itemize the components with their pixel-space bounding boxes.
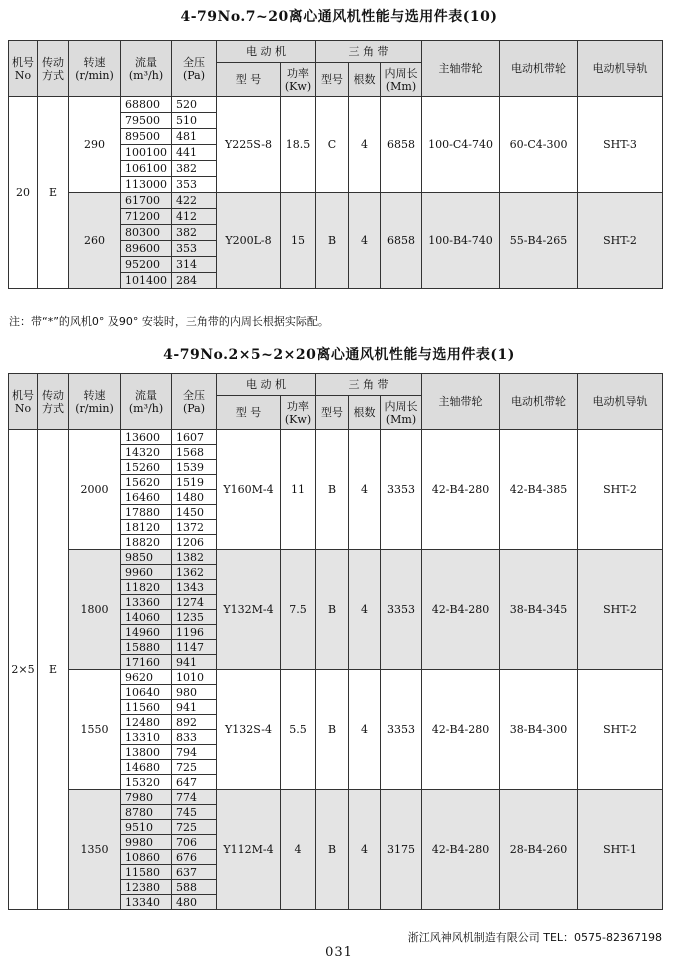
motor-rail-cell: SHT-2 bbox=[578, 193, 663, 289]
table-row bbox=[9, 430, 663, 445]
motor-rail-cell: SHT-2 bbox=[578, 550, 663, 670]
header-power-line2: (Kw) bbox=[284, 79, 312, 93]
main-pulley-cell: 42-B4-280 bbox=[422, 430, 500, 550]
belt-length-cell: 6858 bbox=[381, 97, 422, 193]
header-flow-line1: 流量 bbox=[135, 388, 157, 402]
flow-cell: 113000 bbox=[121, 177, 172, 193]
pressure-cell: 637 bbox=[172, 865, 217, 880]
flow-cell: 9620 bbox=[121, 670, 172, 685]
pressure-cell: 725 bbox=[172, 820, 217, 835]
pressure-cell: 382 bbox=[172, 161, 217, 177]
belt-model-cell: B bbox=[316, 670, 349, 790]
motor-pulley-cell: 42-B4-385 bbox=[500, 430, 578, 550]
belt-length-cell: 3353 bbox=[381, 430, 422, 550]
company-footer: 浙江风神风机制造有限公司 TEL：0575-82367198 bbox=[407, 931, 662, 944]
pressure-cell: 382 bbox=[172, 225, 217, 241]
belt-length-cell: 3353 bbox=[381, 670, 422, 790]
header-pressure-line1: 全压 bbox=[183, 388, 205, 402]
motor-rail-cell: SHT-2 bbox=[578, 670, 663, 790]
motor-model-cell: Y200L-8 bbox=[217, 193, 281, 289]
header-flow-line1: 流量 bbox=[135, 55, 157, 69]
pressure-cell: 892 bbox=[172, 715, 217, 730]
pressure-cell: 774 bbox=[172, 790, 217, 805]
main-pulley-cell: 42-B4-280 bbox=[422, 670, 500, 790]
motor-model-cell: Y132S-4 bbox=[217, 670, 281, 790]
header-flow bbox=[121, 374, 172, 430]
header-machine-no-line2: No bbox=[14, 401, 32, 415]
power-cell: 15 bbox=[281, 193, 316, 289]
flow-cell: 89600 bbox=[121, 241, 172, 257]
table-row bbox=[9, 670, 663, 685]
belt-length-cell: 3175 bbox=[381, 790, 422, 910]
power-cell: 11 bbox=[281, 430, 316, 550]
pressure-cell: 1343 bbox=[172, 580, 217, 595]
pressure-cell: 1235 bbox=[172, 610, 217, 625]
flow-cell: 95200 bbox=[121, 257, 172, 273]
header-pressure bbox=[172, 41, 217, 97]
header-motor-pulley: 电动机带轮 bbox=[500, 41, 578, 97]
pressure-cell: 941 bbox=[172, 700, 217, 715]
header-pressure bbox=[172, 374, 217, 430]
drive-cell: E bbox=[38, 97, 69, 289]
flow-cell: 17880 bbox=[121, 505, 172, 520]
header-power-line1: 功率 bbox=[287, 399, 309, 413]
belt-count-cell: 4 bbox=[349, 97, 381, 193]
pressure-cell: 314 bbox=[172, 257, 217, 273]
speed-cell: 2000 bbox=[69, 430, 121, 550]
pressure-cell: 441 bbox=[172, 145, 217, 161]
flow-cell: 106100 bbox=[121, 161, 172, 177]
motor-model-cell: Y132M-4 bbox=[217, 550, 281, 670]
pressure-cell: 706 bbox=[172, 835, 217, 850]
header-power bbox=[281, 63, 316, 97]
header-belt-count: 根数 bbox=[349, 63, 381, 97]
belt-count-cell: 4 bbox=[349, 430, 381, 550]
motor-rail-cell: SHT-1 bbox=[578, 790, 663, 910]
flow-cell: 7980 bbox=[121, 790, 172, 805]
pressure-cell: 284 bbox=[172, 273, 217, 289]
header-drive bbox=[38, 374, 69, 430]
flow-cell: 18820 bbox=[121, 535, 172, 550]
machine-no-cell: 2×5 bbox=[9, 430, 38, 910]
header-main-pulley: 主轴带轮 bbox=[422, 41, 500, 97]
motor-pulley-cell: 38-B4-300 bbox=[500, 670, 578, 790]
belt-model-cell: B bbox=[316, 790, 349, 910]
pressure-cell: 481 bbox=[172, 129, 217, 145]
pressure-cell: 1196 bbox=[172, 625, 217, 640]
pressure-cell: 725 bbox=[172, 760, 217, 775]
performance-table-1 bbox=[8, 40, 663, 289]
flow-cell: 17160 bbox=[121, 655, 172, 670]
header-belt-length-line1: 内周长 bbox=[384, 66, 418, 80]
header-power-line2: (Kw) bbox=[284, 412, 312, 426]
pressure-cell: 422 bbox=[172, 193, 217, 209]
header-pressure-line1: 全压 bbox=[183, 55, 205, 69]
pressure-cell: 1010 bbox=[172, 670, 217, 685]
pressure-cell: 588 bbox=[172, 880, 217, 895]
power-cell: 4 bbox=[281, 790, 316, 910]
flow-cell: 18120 bbox=[121, 520, 172, 535]
flow-cell: 13600 bbox=[121, 430, 172, 445]
header-motor-pulley: 电动机带轮 bbox=[500, 374, 578, 430]
header-speed bbox=[69, 41, 121, 97]
flow-cell: 13340 bbox=[121, 895, 172, 910]
flow-cell: 9510 bbox=[121, 820, 172, 835]
power-cell: 7.5 bbox=[281, 550, 316, 670]
main-pulley-cell: 100-B4-740 bbox=[422, 193, 500, 289]
header-drive-line1: 传动 bbox=[42, 55, 64, 69]
header-drive-line2: 方式 bbox=[42, 401, 64, 415]
speed-cell: 290 bbox=[69, 97, 121, 193]
speed-cell: 1550 bbox=[69, 670, 121, 790]
belt-length-cell: 3353 bbox=[381, 550, 422, 670]
pressure-cell: 520 bbox=[172, 97, 217, 113]
header-motor-model: 型 号 bbox=[217, 63, 281, 97]
table-row bbox=[9, 97, 663, 113]
belt-model-cell: B bbox=[316, 430, 349, 550]
motor-model-cell: Y112M-4 bbox=[217, 790, 281, 910]
header-flow-line2: (m³/h) bbox=[128, 68, 164, 82]
header-power-line1: 功率 bbox=[287, 66, 309, 80]
header-speed-line2: (r/min) bbox=[75, 401, 114, 415]
header-machine-no-line1: 机号 bbox=[12, 388, 34, 402]
flow-cell: 68800 bbox=[121, 97, 172, 113]
header-speed-line1: 转速 bbox=[83, 55, 106, 69]
header-main-pulley: 主轴带轮 bbox=[422, 374, 500, 430]
pressure-cell: 676 bbox=[172, 850, 217, 865]
power-cell: 18.5 bbox=[281, 97, 316, 193]
flow-cell: 14960 bbox=[121, 625, 172, 640]
flow-cell: 15620 bbox=[121, 475, 172, 490]
flow-cell: 11580 bbox=[121, 865, 172, 880]
header-flow bbox=[121, 41, 172, 97]
pressure-cell: 353 bbox=[172, 177, 217, 193]
flow-cell: 13310 bbox=[121, 730, 172, 745]
pressure-cell: 1450 bbox=[172, 505, 217, 520]
header-drive-line1: 传动 bbox=[42, 388, 64, 402]
header-motor-group: 电 动 机 bbox=[217, 374, 316, 396]
table-row bbox=[9, 193, 663, 209]
header-belt-length bbox=[381, 396, 422, 430]
belt-length-cell: 6858 bbox=[381, 193, 422, 289]
pressure-cell: 1274 bbox=[172, 595, 217, 610]
motor-rail-cell: SHT-2 bbox=[578, 430, 663, 550]
drive-cell: E bbox=[38, 430, 69, 910]
speed-cell: 260 bbox=[69, 193, 121, 289]
motor-pulley-cell: 38-B4-345 bbox=[500, 550, 578, 670]
header-speed-line2: (r/min) bbox=[75, 68, 114, 82]
pressure-cell: 1372 bbox=[172, 520, 217, 535]
header-belt-model: 型号 bbox=[316, 396, 349, 430]
pressure-cell: 1382 bbox=[172, 550, 217, 565]
flow-cell: 12480 bbox=[121, 715, 172, 730]
pressure-cell: 510 bbox=[172, 113, 217, 129]
motor-pulley-cell: 55-B4-265 bbox=[500, 193, 578, 289]
flow-cell: 11820 bbox=[121, 580, 172, 595]
pressure-cell: 1480 bbox=[172, 490, 217, 505]
header-belt-group: 三 角 带 bbox=[316, 41, 422, 63]
motor-model-cell: Y160M-4 bbox=[217, 430, 281, 550]
pressure-cell: 745 bbox=[172, 805, 217, 820]
main-pulley-cell: 42-B4-280 bbox=[422, 790, 500, 910]
header-belt-group: 三 角 带 bbox=[316, 374, 422, 396]
flow-cell: 14320 bbox=[121, 445, 172, 460]
header-flow-line2: (m³/h) bbox=[128, 401, 164, 415]
flow-cell: 9850 bbox=[121, 550, 172, 565]
pressure-cell: 941 bbox=[172, 655, 217, 670]
flow-cell: 10640 bbox=[121, 685, 172, 700]
header-motor-group: 电 动 机 bbox=[217, 41, 316, 63]
pressure-cell: 1362 bbox=[172, 565, 217, 580]
header-motor-model: 型 号 bbox=[217, 396, 281, 430]
flow-cell: 9960 bbox=[121, 565, 172, 580]
flow-cell: 101400 bbox=[121, 273, 172, 289]
header-power bbox=[281, 396, 316, 430]
belt-model-cell: B bbox=[316, 550, 349, 670]
header-belt-length-line2: (Mm) bbox=[385, 412, 417, 426]
pressure-cell: 480 bbox=[172, 895, 217, 910]
power-cell: 5.5 bbox=[281, 670, 316, 790]
flow-cell: 71200 bbox=[121, 209, 172, 225]
belt-count-cell: 4 bbox=[349, 550, 381, 670]
motor-pulley-cell: 28-B4-260 bbox=[500, 790, 578, 910]
motor-rail-cell: SHT-3 bbox=[578, 97, 663, 193]
pressure-cell: 794 bbox=[172, 745, 217, 760]
header-machine-no bbox=[9, 374, 38, 430]
belt-count-cell: 4 bbox=[349, 670, 381, 790]
header-drive-line2: 方式 bbox=[42, 68, 64, 82]
flow-cell: 11560 bbox=[121, 700, 172, 715]
flow-cell: 15320 bbox=[121, 775, 172, 790]
header-belt-count: 根数 bbox=[349, 396, 381, 430]
header-motor-rail: 电动机导轨 bbox=[578, 41, 663, 97]
pressure-cell: 647 bbox=[172, 775, 217, 790]
speed-cell: 1800 bbox=[69, 550, 121, 670]
flow-cell: 100100 bbox=[121, 145, 172, 161]
header-machine-no-line2: No bbox=[14, 68, 32, 82]
pressure-cell: 1147 bbox=[172, 640, 217, 655]
flow-cell: 80300 bbox=[121, 225, 172, 241]
belt-count-cell: 4 bbox=[349, 790, 381, 910]
pressure-cell: 980 bbox=[172, 685, 217, 700]
header-speed-line1: 转速 bbox=[83, 388, 106, 402]
header-belt-length-line1: 内周长 bbox=[384, 399, 418, 413]
speed-cell: 1350 bbox=[69, 790, 121, 910]
header-pressure-line2: (Pa) bbox=[182, 401, 206, 415]
pressure-cell: 353 bbox=[172, 241, 217, 257]
main-pulley-cell: 100-C4-740 bbox=[422, 97, 500, 193]
header-machine-no-line1: 机号 bbox=[12, 55, 34, 69]
header-drive bbox=[38, 41, 69, 97]
pressure-cell: 1539 bbox=[172, 460, 217, 475]
flow-cell: 61700 bbox=[121, 193, 172, 209]
flow-cell: 16460 bbox=[121, 490, 172, 505]
flow-cell: 15880 bbox=[121, 640, 172, 655]
page-number: 031 bbox=[325, 945, 353, 960]
header-motor-rail: 电动机导轨 bbox=[578, 374, 663, 430]
table1-title: 4-79No.7~20离心通风机性能与选用件表(10) bbox=[180, 9, 498, 25]
motor-pulley-cell: 60-C4-300 bbox=[500, 97, 578, 193]
motor-model-cell: Y225S-8 bbox=[217, 97, 281, 193]
flow-cell: 9980 bbox=[121, 835, 172, 850]
table-row bbox=[9, 550, 663, 565]
flow-cell: 14680 bbox=[121, 760, 172, 775]
belt-model-cell: C bbox=[316, 97, 349, 193]
flow-cell: 12380 bbox=[121, 880, 172, 895]
belt-model-cell: B bbox=[316, 193, 349, 289]
flow-cell: 14060 bbox=[121, 610, 172, 625]
flow-cell: 89500 bbox=[121, 129, 172, 145]
header-machine-no bbox=[9, 41, 38, 97]
header-pressure-line2: (Pa) bbox=[182, 68, 206, 82]
header-belt-length bbox=[381, 63, 422, 97]
header-belt-length-line2: (Mm) bbox=[385, 79, 417, 93]
pressure-cell: 1607 bbox=[172, 430, 217, 445]
pressure-cell: 833 bbox=[172, 730, 217, 745]
flow-cell: 13360 bbox=[121, 595, 172, 610]
pressure-cell: 1568 bbox=[172, 445, 217, 460]
flow-cell: 79500 bbox=[121, 113, 172, 129]
flow-cell: 13800 bbox=[121, 745, 172, 760]
flow-cell: 15260 bbox=[121, 460, 172, 475]
header-speed bbox=[69, 374, 121, 430]
machine-no-cell: 20 bbox=[9, 97, 38, 289]
flow-cell: 8780 bbox=[121, 805, 172, 820]
pressure-cell: 412 bbox=[172, 209, 217, 225]
table-row bbox=[9, 790, 663, 805]
flow-cell: 10860 bbox=[121, 850, 172, 865]
header-belt-model: 型号 bbox=[316, 63, 349, 97]
pressure-cell: 1519 bbox=[172, 475, 217, 490]
installation-note: 注：带“*”的风机0° 及90° 安装时，三角带的内周长根据实际配。 bbox=[9, 315, 329, 328]
main-pulley-cell: 42-B4-280 bbox=[422, 550, 500, 670]
pressure-cell: 1206 bbox=[172, 535, 217, 550]
table2-title: 4-79No.2×5~2×20离心通风机性能与选用件表(1) bbox=[163, 347, 515, 363]
belt-count-cell: 4 bbox=[349, 193, 381, 289]
performance-table-2 bbox=[8, 373, 663, 910]
